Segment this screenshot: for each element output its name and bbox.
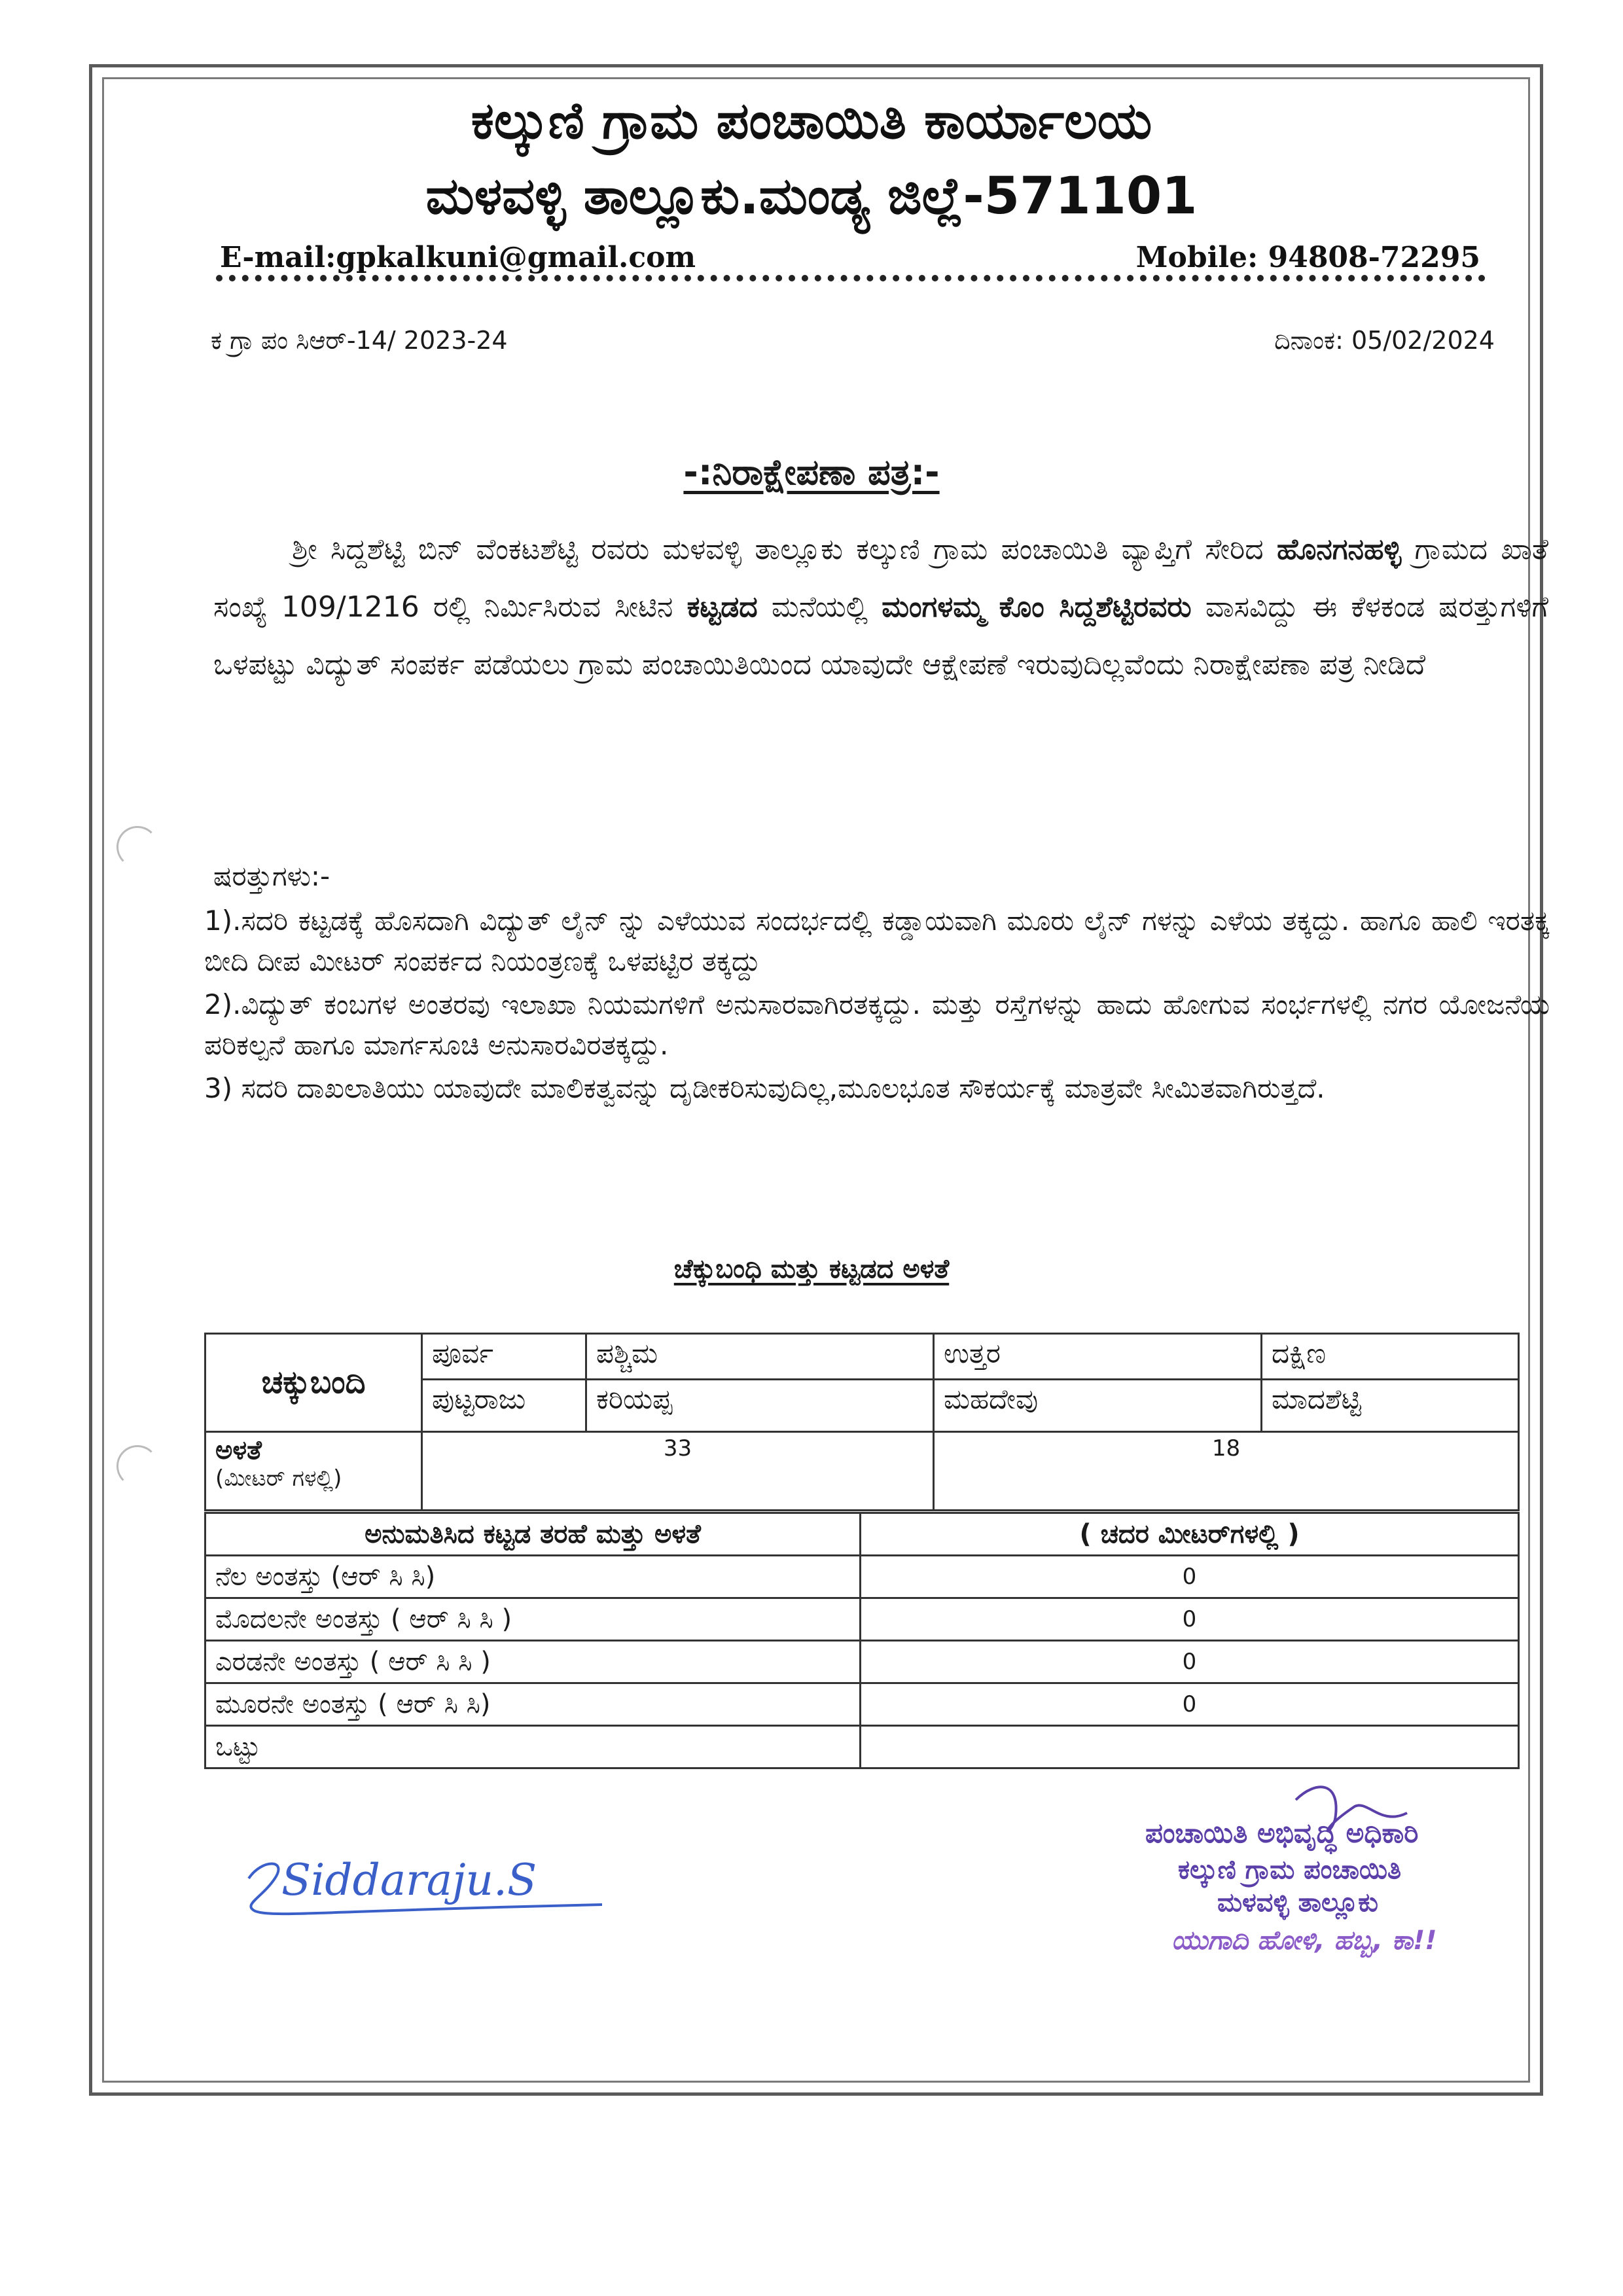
measure-unit: (ಮೀಟರ್ ಗಳಲ್ಲಿ) (215, 1465, 342, 1492)
north-south-measure: 18 (934, 1432, 1519, 1511)
table-row (205, 1556, 1519, 1598)
north-owner: ಮಹದೇವು (934, 1380, 1262, 1432)
body-paragraph: ಶ್ರೀ ಸಿದ್ದಶೆಟ್ಟಿ ಬಿನ್ ವೆಂಕಟಶೆಟ್ಟಿ ರವರು ಮಳವಳ್ಳಿ ತಾಲ್ಲೂಕು ಕಲ್ಕುಣಿ ಗ್ರಾಮ ಪಂಚಾಯಿತಿ ವ್ಯಾಪ್ತಿಗೆ ಸೇರಿದ ಹೊನಗನಹಳ್ಳಿ ಗ್ರಾಮದ ಖಾತೆ ಸಂಖ್ಯೆ 109/1216 ರಲ್ಲಿ ನಿರ್ಮಿಸಿರುವ ಸೀಟಿನ ಕಟ್ಟಡದ ಮನೆಯಲ್ಲಿ ಮಂಗಳಮ್ಮ ಕೊಂ ಸಿದ್ದಶೆಟ್ಟಿರವರು ವಾಸವಿದ್ದು ಈ ಕೆಳಕಂಡ ಷರತ್ತುಗಳಿಗೆ ಒಳಪಟ್ಟು ವಿದ್ಯುತ್ ಸಂಪರ್ಕ ಪಡೆಯಲು ಗ್ರಾಮ ಪಂಚಾಯಿತಿಯಿಂದ ಯಾವುದೇ ಆಕ್ಷೇಪಣೆ ಇರುವುದಿಲ್ಲವೆಂದು ನಿರಾಕ್ಷೇಪಣಾ ಪತ್ರ ನೀಡಿದೆ (213, 533, 1549, 681)
handwritten-signature (236, 1833, 628, 1931)
mobile-text: Mobile: 94808-72295 (1135, 241, 1480, 274)
boundary-label: ಚಕ್ಕುಬಂದಿ (205, 1334, 422, 1432)
building-word: ಕಟ್ಟಡದ (687, 590, 758, 624)
building-area-table (204, 1512, 1520, 1769)
north-label: ಉತ್ತರ (934, 1334, 1262, 1380)
south-label: ದಕ್ಷಿಣ (1262, 1334, 1519, 1380)
stamp-line: ಯುಗಾದಿ ಹೋಳಿ, ಹಬ್ಬ, ಕಾ!! (1171, 1926, 1437, 1956)
condition-item: 3) ಸದರಿ ದಾಖಲಾತಿಯು ಯಾವುದೇ ಮಾಲಿಕತ್ವವನ್ನು ದೃಡೀಕರಿಸುವುದಿಲ್ಲ,ಮೂಲಭೂತ ಸೌಕರ್ಯಕ್ಕೆ ಮಾತ್ರವೇ ಸೀಮಿತವಾಗಿರುತ್ತದೆ. (204, 1072, 1325, 1104)
measure-label-cell (205, 1432, 422, 1511)
floor-label: ಮೊದಲನೇ ಅಂತಸ್ತು ( ಆರ್ ಸಿ ಸಿ ) (205, 1598, 861, 1641)
resident-name: ಮಂಗಳಮ್ಮ ಕೊಂ ಸಿದ್ದಶೆಟ್ಟಿರವರು (882, 590, 1192, 624)
office-location: ಮಳವಳ್ಳಿ ತಾಲ್ಲೂಕು.ಮಂಡ್ಯ ಜಿಲ್ಲೆ-571101 (425, 167, 1198, 226)
table-row (205, 1726, 1519, 1768)
floor-label: ಎರಡನೇ ಅಂತಸ್ತು ( ಆರ್ ಸಿ ಸಿ ) (205, 1641, 861, 1683)
floor-area: 0 (861, 1641, 1519, 1683)
floor-label: ನೆಲ ಅಂತಸ್ತು (ಆರ್ ಸಿ ಸಿ) (205, 1556, 861, 1598)
document-title: -:ನಿರಾಕ್ಷೇಪಣಾ ಪತ್ರ:- (683, 452, 940, 493)
stamp-line: ಮಳವಳ್ಳಿ ತಾಲ್ಲೂಕು (1217, 1888, 1378, 1918)
floor-label: ಮೂರನೇ ಅಂತಸ್ತು ( ಆರ್ ಸಿ ಸಿ) (205, 1683, 861, 1726)
signature-text: Siddaraju.S (281, 1855, 537, 1905)
office-name: ಕಲ್ಕುಣಿ ಗ್ರಾಮ ಪಂಚಾಯಿತಿ ಕಾರ್ಯಾಲಯ (471, 92, 1152, 151)
condition-item: 1).ಸದರಿ ಕಟ್ಟಡಕ್ಕೆ ಹೊಸದಾಗಿ ವಿದ್ಯುತ್ ಲೈನ್ ನ್ನು ಎಳೆಯುವ ಸಂದರ್ಭದಲ್ಲಿ ಕಡ್ಡಾಯವಾಗಿ ಮೂರು ಲೈನ್ ಗಳನ್ನು ಎಳೆಯ ತಕ್ಕದ್ದು. ಹಾಗೂ ಹಾಲಿ ಇರತಕ್ಕ ಬೀದಿ ದೀಪ ಮೀಟರ್ ಸಂಪರ್ಕದ ನಿಯಂತ್ರಣಕ್ಕೆ ಒಳಪಟ್ಟಿರ ತಕ್ಕದ್ದು (204, 905, 1550, 977)
official-stamp (1119, 1780, 1564, 1977)
village-name: ಹೊನಗನಹಳ್ಳಿ (1276, 533, 1402, 566)
reference-number: ಕ ಗ್ರಾ ಪಂ ಸಿಆರ್-14/ 2023-24 (211, 326, 508, 355)
punch-hole-mark (116, 826, 158, 868)
table-row (205, 1641, 1519, 1683)
conditions-heading: ಷರತ್ತುಗಳು:- (213, 860, 330, 892)
condition-item: 2).ವಿದ್ಯುತ್ ಕಂಬಗಳ ಅಂತರವು ಇಲಾಖಾ ನಿಯಮಗಳಿಗೆ ಅನುಸಾರವಾಗಿರತಕ್ಕದ್ದು. ಮತ್ತು ರಸ್ತೆಗಳನ್ನು ಹಾದು ಹೋಗುವ ಸಂರ್ಭಗಳಲ್ಲಿ ನಗರ ಯೋಜನೆಯ ಪರಿಕಲ್ಪನೆ ಹಾಗೂ ಮಾರ್ಗಸೂಚಿ ಅನುಸಾರವಿರತಕ್ಕದ್ದು. (204, 988, 1550, 1061)
punch-hole-mark (116, 1445, 158, 1487)
total-label: ಒಟ್ಟು (205, 1726, 861, 1768)
floor-area: 0 (861, 1683, 1519, 1726)
table-row (205, 1683, 1519, 1726)
stamp-line: ಕಲ್ಕುಣಿ ಗ್ರಾಮ ಪಂಚಾಯಿತಿ (1178, 1855, 1402, 1885)
header-dotted-divider (216, 275, 1486, 281)
east-west-measure: 33 (422, 1432, 934, 1511)
table-row (205, 1598, 1519, 1641)
floor-area: 0 (861, 1598, 1519, 1641)
boundary-table (204, 1333, 1520, 1511)
east-owner: ಪುಟ್ಟರಾಜು (422, 1380, 586, 1432)
east-label: ಪೂರ್ವ (422, 1334, 586, 1380)
boundary-section-title: ಚೆಕ್ಕುಬಂಧಿ ಮತ್ತು ಕಟ್ಟಡದ ಅಳತೆ (673, 1254, 950, 1284)
south-owner: ಮಾದಶೆಟ್ಟಿ (1262, 1380, 1519, 1432)
total-area (861, 1726, 1519, 1768)
letter-date: ದಿನಾಂಕ: 05/02/2024 (1274, 326, 1495, 355)
email-text: E-mail:gpkalkuni@gmail.com (220, 241, 696, 274)
west-label: ಪಶ್ಚಿಮ (586, 1334, 934, 1380)
building-header-right: ( ಚದರ ಮೀಟರ್‌ಗಳಲ್ಲಿ ) (861, 1513, 1519, 1556)
measure-label: ಅಳತೆ (215, 1435, 262, 1465)
stamp-line: ಪಂಚಾಯಿತಿ ಅಭಿವೃದ್ಧಿ ಅಧಿಕಾರಿ (1145, 1817, 1419, 1849)
building-header-left: ಅನುಮತಿಸಿದ ಕಟ್ಟಡ ತರಹೆ ಮತ್ತು ಅಳತೆ (205, 1513, 861, 1556)
west-owner: ಕರಿಯಪ್ಪ (586, 1380, 934, 1432)
floor-area: 0 (861, 1556, 1519, 1598)
conditions-list (204, 901, 1550, 1111)
